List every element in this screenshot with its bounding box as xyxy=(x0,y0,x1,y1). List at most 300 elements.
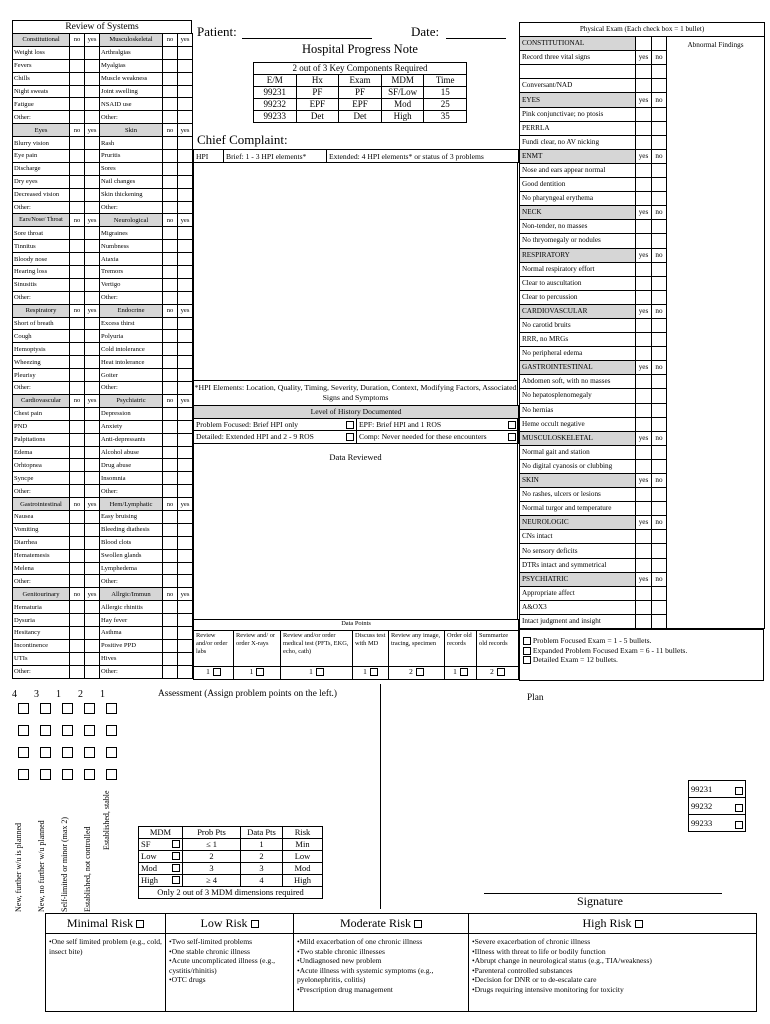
mdm-cell[interactable] xyxy=(139,863,183,875)
pe-yes[interactable] xyxy=(636,502,652,516)
problem-point-checkbox[interactable] xyxy=(62,769,73,780)
ros-checkbox-cell[interactable] xyxy=(163,510,178,523)
ros-checkbox-cell[interactable] xyxy=(85,639,100,652)
ros-checkbox-cell[interactable] xyxy=(163,459,178,472)
ros-checkbox-cell[interactable] xyxy=(178,446,193,459)
ros-checkbox-cell[interactable] xyxy=(178,549,193,562)
pe-yes[interactable] xyxy=(636,544,652,558)
ros-checkbox-cell[interactable] xyxy=(85,266,100,279)
ros-checkbox-cell[interactable] xyxy=(85,601,100,614)
ros-checkbox-cell[interactable] xyxy=(70,536,85,549)
checkbox[interactable] xyxy=(735,821,743,829)
patient-field[interactable] xyxy=(242,38,372,39)
pe-no[interactable] xyxy=(652,290,667,304)
ros-checkbox-cell[interactable] xyxy=(178,510,193,523)
cpt-row[interactable] xyxy=(689,815,746,832)
loh-epf[interactable]: EPF: Brief HPI and 1 ROS xyxy=(357,418,519,431)
ros-checkbox-cell[interactable]: yes xyxy=(178,124,193,137)
pe-no[interactable] xyxy=(652,403,667,417)
pe-yes[interactable] xyxy=(636,558,652,572)
ros-checkbox-cell[interactable] xyxy=(70,137,85,150)
ros-checkbox-cell[interactable] xyxy=(70,459,85,472)
ros-checkbox-cell[interactable] xyxy=(163,356,178,369)
ros-checkbox-cell[interactable] xyxy=(70,188,85,201)
ros-checkbox-cell[interactable] xyxy=(178,188,193,201)
loh-det[interactable]: Detailed: Extended HPI and 2 - 9 ROS xyxy=(194,431,357,444)
pe-no[interactable]: no xyxy=(652,248,667,262)
mdm-cell[interactable] xyxy=(139,839,183,851)
ros-checkbox-cell[interactable] xyxy=(85,510,100,523)
ros-checkbox-cell[interactable] xyxy=(85,111,100,124)
problem-point-checkbox[interactable] xyxy=(62,703,73,714)
ros-checkbox-cell[interactable]: no xyxy=(70,34,85,47)
checkbox[interactable] xyxy=(523,647,531,655)
pe-yes[interactable] xyxy=(636,192,652,206)
ros-checkbox-cell[interactable] xyxy=(163,343,178,356)
ros-checkbox-cell[interactable] xyxy=(178,137,193,150)
pe-no[interactable]: no xyxy=(652,572,667,586)
ros-checkbox-cell[interactable] xyxy=(70,317,85,330)
checkbox[interactable] xyxy=(735,804,743,812)
pe-yes[interactable] xyxy=(636,318,652,332)
ros-checkbox-cell[interactable] xyxy=(163,98,178,111)
ros-checkbox-cell[interactable] xyxy=(85,407,100,420)
pe-yes[interactable]: yes xyxy=(636,51,652,65)
checkbox[interactable] xyxy=(460,668,468,676)
ros-checkbox-cell[interactable] xyxy=(70,266,85,279)
ros-checkbox-cell[interactable] xyxy=(163,407,178,420)
ros-checkbox-cell[interactable] xyxy=(70,72,85,85)
ros-checkbox-cell[interactable] xyxy=(70,510,85,523)
ros-checkbox-cell[interactable]: no xyxy=(70,588,85,601)
ros-checkbox-cell[interactable] xyxy=(163,420,178,433)
ros-checkbox-cell[interactable] xyxy=(163,382,178,395)
ros-checkbox-cell[interactable] xyxy=(85,382,100,395)
ros-checkbox-cell[interactable] xyxy=(178,433,193,446)
pe-yes[interactable]: yes xyxy=(636,474,652,488)
mdm-cell[interactable] xyxy=(139,851,183,863)
ros-checkbox-cell[interactable] xyxy=(85,253,100,266)
ros-checkbox-cell[interactable] xyxy=(178,291,193,304)
ros-checkbox-cell[interactable] xyxy=(85,652,100,665)
ros-checkbox-cell[interactable] xyxy=(70,330,85,343)
ros-checkbox-cell[interactable]: no xyxy=(163,124,178,137)
ros-checkbox-cell[interactable] xyxy=(163,369,178,382)
checkbox[interactable] xyxy=(508,433,516,441)
pe-yes[interactable] xyxy=(636,220,652,234)
pe-yes[interactable]: yes xyxy=(636,304,652,318)
ros-checkbox-cell[interactable] xyxy=(85,330,100,343)
ros-checkbox-cell[interactable] xyxy=(178,459,193,472)
pe-no[interactable] xyxy=(652,121,667,135)
ros-checkbox-cell[interactable] xyxy=(70,369,85,382)
ros-checkbox-cell[interactable] xyxy=(178,562,193,575)
pe-no[interactable] xyxy=(652,333,667,347)
pe-yes[interactable] xyxy=(636,403,652,417)
cpt-row[interactable] xyxy=(689,781,746,798)
pe-no[interactable] xyxy=(652,558,667,572)
problem-point-checkbox[interactable] xyxy=(62,747,73,758)
ros-checkbox-cell[interactable] xyxy=(178,343,193,356)
ros-checkbox-cell[interactable] xyxy=(178,227,193,240)
checkbox[interactable] xyxy=(172,852,180,860)
checkbox[interactable] xyxy=(523,656,531,664)
ros-checkbox-cell[interactable] xyxy=(70,291,85,304)
pe-yes[interactable] xyxy=(636,488,652,502)
pe-yes[interactable]: yes xyxy=(636,248,652,262)
checkbox[interactable] xyxy=(497,668,505,676)
ros-checkbox-cell[interactable] xyxy=(70,485,85,498)
ros-checkbox-cell[interactable] xyxy=(178,59,193,72)
checkbox[interactable] xyxy=(213,668,221,676)
ros-checkbox-cell[interactable] xyxy=(85,98,100,111)
ros-checkbox-cell[interactable]: yes xyxy=(85,124,100,137)
ros-checkbox-cell[interactable] xyxy=(85,614,100,627)
ros-checkbox-cell[interactable] xyxy=(70,201,85,214)
ros-checkbox-cell[interactable] xyxy=(163,175,178,188)
ros-checkbox-cell[interactable] xyxy=(70,639,85,652)
data-point-score[interactable] xyxy=(234,667,281,680)
checkbox[interactable] xyxy=(256,668,264,676)
ros-checkbox-cell[interactable] xyxy=(178,317,193,330)
ros-checkbox-cell[interactable] xyxy=(70,150,85,163)
ros-checkbox-cell[interactable]: yes xyxy=(178,304,193,317)
pe-no[interactable]: no xyxy=(652,206,667,220)
problem-point-checkbox[interactable] xyxy=(84,725,95,736)
ros-checkbox-cell[interactable] xyxy=(163,201,178,214)
pe-no[interactable]: no xyxy=(652,149,667,163)
ros-checkbox-cell[interactable] xyxy=(163,575,178,588)
ros-checkbox-cell[interactable] xyxy=(70,162,85,175)
pe-no[interactable] xyxy=(652,459,667,473)
ros-checkbox-cell[interactable] xyxy=(85,343,100,356)
ros-checkbox-cell[interactable] xyxy=(163,188,178,201)
ros-checkbox-cell[interactable]: yes xyxy=(178,394,193,407)
ros-checkbox-cell[interactable] xyxy=(163,162,178,175)
pe-yes[interactable] xyxy=(636,178,652,192)
problem-point-checkbox[interactable] xyxy=(40,769,51,780)
ros-checkbox-cell[interactable] xyxy=(70,665,85,678)
ros-checkbox-cell[interactable] xyxy=(163,59,178,72)
ros-checkbox-cell[interactable]: no xyxy=(163,394,178,407)
pe-yes[interactable] xyxy=(636,417,652,431)
ros-checkbox-cell[interactable] xyxy=(163,227,178,240)
checkbox[interactable] xyxy=(172,840,180,848)
pe-no[interactable]: no xyxy=(652,516,667,530)
ros-checkbox-cell[interactable] xyxy=(163,291,178,304)
risk-moderate-header[interactable]: Moderate Risk xyxy=(294,914,469,934)
ros-checkbox-cell[interactable]: no xyxy=(70,124,85,137)
pe-no[interactable] xyxy=(652,79,667,93)
pe-no[interactable] xyxy=(652,192,667,206)
ros-checkbox-cell[interactable] xyxy=(70,446,85,459)
ros-checkbox-cell[interactable] xyxy=(85,356,100,369)
checkbox[interactable] xyxy=(136,920,144,928)
pe-no[interactable] xyxy=(652,163,667,177)
ros-checkbox-cell[interactable] xyxy=(178,46,193,59)
ros-checkbox-cell[interactable] xyxy=(178,485,193,498)
ros-checkbox-cell[interactable] xyxy=(178,162,193,175)
pe-no[interactable] xyxy=(652,600,667,614)
ros-checkbox-cell[interactable]: no xyxy=(70,394,85,407)
checkbox[interactable] xyxy=(416,668,424,676)
ros-checkbox-cell[interactable] xyxy=(163,266,178,279)
ros-checkbox-cell[interactable] xyxy=(178,266,193,279)
ros-checkbox-cell[interactable]: no xyxy=(163,304,178,317)
pe-yes[interactable] xyxy=(636,445,652,459)
pe-no[interactable] xyxy=(652,586,667,600)
ros-checkbox-cell[interactable] xyxy=(70,420,85,433)
pe-yes[interactable] xyxy=(636,121,652,135)
ros-checkbox-cell[interactable] xyxy=(178,201,193,214)
pe-no[interactable] xyxy=(652,107,667,121)
ros-checkbox-cell[interactable] xyxy=(178,330,193,343)
ros-checkbox-cell[interactable] xyxy=(163,111,178,124)
data-point-score[interactable] xyxy=(194,667,234,680)
cpt-code[interactable] xyxy=(689,798,746,815)
pe-no[interactable] xyxy=(652,417,667,431)
ros-checkbox-cell[interactable] xyxy=(163,46,178,59)
pe-yes[interactable] xyxy=(636,163,652,177)
pe-no[interactable] xyxy=(652,178,667,192)
checkbox[interactable] xyxy=(508,421,516,429)
ros-checkbox-cell[interactable] xyxy=(178,536,193,549)
ros-checkbox-cell[interactable] xyxy=(85,317,100,330)
ros-checkbox-cell[interactable] xyxy=(85,369,100,382)
ros-checkbox-cell[interactable] xyxy=(85,175,100,188)
data-point-score[interactable] xyxy=(445,667,477,680)
ros-checkbox-cell[interactable]: no xyxy=(163,498,178,511)
pe-no[interactable]: no xyxy=(652,304,667,318)
pe-yes[interactable] xyxy=(636,290,652,304)
ros-checkbox-cell[interactable] xyxy=(85,665,100,678)
ros-checkbox-cell[interactable] xyxy=(178,72,193,85)
ros-checkbox-cell[interactable] xyxy=(85,446,100,459)
ros-checkbox-cell[interactable] xyxy=(163,137,178,150)
ros-checkbox-cell[interactable] xyxy=(70,626,85,639)
pe-no[interactable] xyxy=(652,445,667,459)
ros-checkbox-cell[interactable] xyxy=(70,614,85,627)
pe-yes[interactable] xyxy=(636,459,652,473)
loh-comp[interactable]: Comp: Never needed for these encounters xyxy=(357,431,519,444)
pe-yes[interactable] xyxy=(636,37,652,51)
ros-checkbox-cell[interactable] xyxy=(85,420,100,433)
pe-no[interactable] xyxy=(652,614,667,628)
ros-checkbox-cell[interactable] xyxy=(70,278,85,291)
ros-checkbox-cell[interactable] xyxy=(85,137,100,150)
pe-yes[interactable] xyxy=(636,135,652,149)
pe-yes[interactable]: yes xyxy=(636,572,652,586)
risk-low-header[interactable]: Low Risk xyxy=(166,914,294,934)
ros-checkbox-cell[interactable] xyxy=(178,369,193,382)
pe-yes[interactable]: yes xyxy=(636,431,652,445)
ros-checkbox-cell[interactable] xyxy=(85,162,100,175)
ros-checkbox-cell[interactable] xyxy=(85,485,100,498)
ros-checkbox-cell[interactable] xyxy=(70,253,85,266)
ros-checkbox-cell[interactable] xyxy=(163,240,178,253)
ros-checkbox-cell[interactable] xyxy=(163,446,178,459)
pe-no[interactable]: no xyxy=(652,474,667,488)
pe-yes[interactable] xyxy=(636,614,652,628)
ros-checkbox-cell[interactable] xyxy=(163,549,178,562)
ros-checkbox-cell[interactable] xyxy=(163,652,178,665)
ros-checkbox-cell[interactable] xyxy=(178,98,193,111)
ros-checkbox-cell[interactable] xyxy=(163,150,178,163)
ros-checkbox-cell[interactable] xyxy=(163,433,178,446)
ros-checkbox-cell[interactable] xyxy=(163,85,178,98)
checkbox[interactable] xyxy=(172,876,180,884)
ros-checkbox-cell[interactable] xyxy=(178,639,193,652)
ros-checkbox-cell[interactable] xyxy=(178,665,193,678)
pe-yes[interactable] xyxy=(636,276,652,290)
ros-checkbox-cell[interactable] xyxy=(163,317,178,330)
risk-minimal-header[interactable]: Minimal Risk xyxy=(46,914,166,934)
abnormal-findings[interactable]: Abnormal Findings xyxy=(667,37,765,629)
pe-no[interactable]: no xyxy=(652,431,667,445)
ros-checkbox-cell[interactable] xyxy=(70,575,85,588)
ros-checkbox-cell[interactable] xyxy=(70,549,85,562)
pe-no[interactable] xyxy=(652,389,667,403)
ros-checkbox-cell[interactable]: no xyxy=(163,588,178,601)
problem-point-checkbox[interactable] xyxy=(84,747,95,758)
ros-checkbox-cell[interactable] xyxy=(163,639,178,652)
ros-checkbox-cell[interactable] xyxy=(85,72,100,85)
ros-checkbox-cell[interactable]: yes xyxy=(85,214,100,227)
checkbox[interactable] xyxy=(370,668,378,676)
cpt-code[interactable] xyxy=(689,781,746,798)
checkbox[interactable] xyxy=(346,421,354,429)
pe-no[interactable] xyxy=(652,234,667,248)
ros-checkbox-cell[interactable] xyxy=(178,382,193,395)
ros-checkbox-cell[interactable] xyxy=(178,111,193,124)
pe-yes[interactable] xyxy=(636,586,652,600)
ros-checkbox-cell[interactable] xyxy=(70,601,85,614)
ros-checkbox-cell[interactable]: yes xyxy=(85,304,100,317)
ros-checkbox-cell[interactable] xyxy=(178,601,193,614)
problem-point-checkbox[interactable] xyxy=(84,703,95,714)
ros-checkbox-cell[interactable]: no xyxy=(70,304,85,317)
checkbox[interactable] xyxy=(316,668,324,676)
ros-checkbox-cell[interactable] xyxy=(178,652,193,665)
pe-no[interactable] xyxy=(652,37,667,51)
ros-checkbox-cell[interactable] xyxy=(85,536,100,549)
ros-checkbox-cell[interactable] xyxy=(70,382,85,395)
ros-checkbox-cell[interactable] xyxy=(163,278,178,291)
ros-checkbox-cell[interactable] xyxy=(85,523,100,536)
pe-no[interactable] xyxy=(652,375,667,389)
ros-checkbox-cell[interactable] xyxy=(70,472,85,485)
ros-checkbox-cell[interactable] xyxy=(85,46,100,59)
pe-no[interactable] xyxy=(652,135,667,149)
ros-checkbox-cell[interactable] xyxy=(85,278,100,291)
ros-checkbox-cell[interactable] xyxy=(178,575,193,588)
ros-checkbox-cell[interactable] xyxy=(70,562,85,575)
ros-checkbox-cell[interactable] xyxy=(70,240,85,253)
ros-checkbox-cell[interactable] xyxy=(70,175,85,188)
ros-checkbox-cell[interactable] xyxy=(178,614,193,627)
ros-checkbox-cell[interactable] xyxy=(70,98,85,111)
ros-checkbox-cell[interactable] xyxy=(163,72,178,85)
ros-checkbox-cell[interactable] xyxy=(178,356,193,369)
problem-point-checkbox[interactable] xyxy=(62,725,73,736)
problem-point-checkbox[interactable] xyxy=(18,747,29,758)
ros-checkbox-cell[interactable]: yes xyxy=(85,498,100,511)
pe-no[interactable] xyxy=(652,276,667,290)
ros-checkbox-cell[interactable] xyxy=(70,407,85,420)
ros-checkbox-cell[interactable] xyxy=(85,472,100,485)
ros-checkbox-cell[interactable]: yes xyxy=(85,394,100,407)
problem-point-checkbox[interactable] xyxy=(18,769,29,780)
pe-yes[interactable]: yes xyxy=(636,516,652,530)
pe-no[interactable] xyxy=(652,262,667,276)
ros-checkbox-cell[interactable] xyxy=(163,614,178,627)
risk-high-header[interactable]: High Risk xyxy=(469,914,757,934)
pe-yes[interactable] xyxy=(636,530,652,544)
ros-checkbox-cell[interactable] xyxy=(178,420,193,433)
ros-checkbox-cell[interactable] xyxy=(178,626,193,639)
mdm-cell[interactable] xyxy=(139,875,183,887)
ros-checkbox-cell[interactable] xyxy=(70,59,85,72)
ros-checkbox-cell[interactable] xyxy=(178,523,193,536)
ros-checkbox-cell[interactable]: yes xyxy=(85,34,100,47)
ros-checkbox-cell[interactable] xyxy=(163,562,178,575)
ros-checkbox-cell[interactable]: yes xyxy=(178,498,193,511)
checkbox[interactable] xyxy=(346,433,354,441)
pe-no[interactable] xyxy=(652,347,667,361)
pe-no[interactable] xyxy=(652,488,667,502)
ros-checkbox-cell[interactable]: no xyxy=(163,34,178,47)
pe-no[interactable] xyxy=(652,65,667,79)
ros-checkbox-cell[interactable] xyxy=(85,85,100,98)
problem-point-checkbox[interactable] xyxy=(106,725,117,736)
checkbox[interactable] xyxy=(172,864,180,872)
problem-point-checkbox[interactable] xyxy=(106,747,117,758)
ros-checkbox-cell[interactable] xyxy=(85,459,100,472)
pe-yes[interactable]: yes xyxy=(636,206,652,220)
pe-yes[interactable] xyxy=(636,375,652,389)
ros-checkbox-cell[interactable] xyxy=(163,523,178,536)
ros-checkbox-cell[interactable]: no xyxy=(163,214,178,227)
data-point-score[interactable] xyxy=(389,667,445,680)
problem-point-checkbox[interactable] xyxy=(40,747,51,758)
ros-checkbox-cell[interactable] xyxy=(70,652,85,665)
date-field[interactable] xyxy=(446,38,506,39)
ros-checkbox-cell[interactable] xyxy=(85,549,100,562)
pe-no[interactable] xyxy=(652,318,667,332)
pe-yes[interactable] xyxy=(636,262,652,276)
problem-point-checkbox[interactable] xyxy=(18,703,29,714)
ros-checkbox-cell[interactable] xyxy=(85,433,100,446)
ros-checkbox-cell[interactable] xyxy=(70,111,85,124)
problem-point-checkbox[interactable] xyxy=(40,725,51,736)
ros-checkbox-cell[interactable] xyxy=(85,575,100,588)
checkbox[interactable] xyxy=(251,920,259,928)
ros-checkbox-cell[interactable] xyxy=(70,356,85,369)
ros-checkbox-cell[interactable]: yes xyxy=(178,214,193,227)
ros-checkbox-cell[interactable] xyxy=(85,240,100,253)
ros-checkbox-cell[interactable] xyxy=(70,523,85,536)
ros-checkbox-cell[interactable] xyxy=(85,188,100,201)
hpi-extended[interactable]: Extended: 4 HPI elements* or status of 3 problems xyxy=(327,150,519,163)
problem-point-checkbox[interactable] xyxy=(106,769,117,780)
ros-checkbox-cell[interactable] xyxy=(178,240,193,253)
ros-checkbox-cell[interactable] xyxy=(85,201,100,214)
ros-checkbox-cell[interactable] xyxy=(85,626,100,639)
ros-checkbox-cell[interactable] xyxy=(85,562,100,575)
pe-yes[interactable] xyxy=(636,107,652,121)
ros-checkbox-cell[interactable] xyxy=(178,85,193,98)
cpt-row[interactable] xyxy=(689,798,746,815)
